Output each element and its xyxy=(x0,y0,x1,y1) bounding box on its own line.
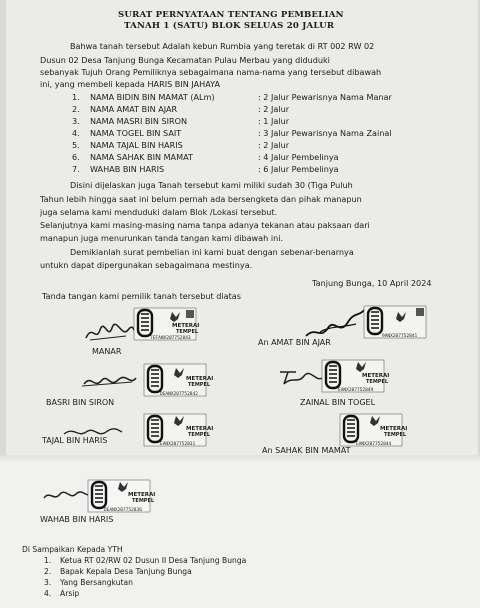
intro-line-2: Dusun 02 Desa Tanjung Bunga Kecamatan Pulau Merbau yang diduduki xyxy=(40,55,330,65)
owner-share: : 4 Jalur Pembelinya xyxy=(258,152,339,162)
cc-item: Arsip xyxy=(60,589,80,598)
cc-item-number: 2. xyxy=(44,567,52,576)
meterai-stamp xyxy=(320,358,390,394)
meterai-label-2: TEMPEL xyxy=(366,379,389,385)
meterai-stamp xyxy=(142,362,214,398)
body-line-3: juga selama kami menduduki dalam Blok /Lokasi tersebut. xyxy=(40,207,278,217)
meterai-label: METERAI xyxy=(172,323,200,329)
intro-line-3: sebanyak Tujuh Orang Pemiliknya sebagaimana nama-nama yang tersebut dibawah xyxy=(40,67,382,77)
owner-name: WAHAB BIN HARIS xyxy=(90,164,165,174)
signature-basri xyxy=(80,372,140,392)
meterai-serial: DEANX207752842 xyxy=(160,392,198,397)
document-title-line1: SURAT PERNYATAAN TENTANG PEMBELIAN xyxy=(118,10,344,20)
meterai-label-2: TEMPEL xyxy=(384,432,407,438)
owner-number: 3. xyxy=(72,116,80,126)
body-line-6: Demikianlah surat pembelian ini kami buat dengan sebenar-benarnya xyxy=(70,247,354,257)
cc-item: Bapak Kepala Desa Tanjung Bunga xyxy=(60,567,192,576)
signatory-amat: An AMAT BIN AJAR xyxy=(258,338,331,347)
owner-number: 1. xyxy=(72,92,80,102)
meterai-stamp xyxy=(86,478,156,514)
meterai-label-2: TEMPEL xyxy=(176,329,199,335)
signatory-manar: MANAR xyxy=(92,347,122,356)
owner-share: : 3 Jalur Pewarisnya Nama Zainal xyxy=(258,128,392,138)
owner-share: : 2 Jalur xyxy=(258,104,290,114)
owner-name: NAMA MASRI BIN SIRON xyxy=(90,116,188,126)
meterai-label-2: TEMPEL xyxy=(132,498,155,504)
document-title-line2: TANAH 1 (SATU) BLOK SELUAS 20 JALUR xyxy=(124,21,335,31)
cc-item: Ketua RT 02/RW 02 Dusun II Desa Tanjung Bunga xyxy=(60,556,247,565)
meterai-serial: 9ANX207752841 xyxy=(382,334,418,339)
place-and-date: Tanjung Bunga, 10 April 2024 xyxy=(312,278,432,288)
owner-name: NAMA AMAT BIN AJAR xyxy=(90,104,178,114)
meterai-stamp xyxy=(132,306,198,342)
intro-line-1: Bahwa tanah tersebut Adalah kebun Rumbia yang teretak di RT 002 RW 02 xyxy=(70,41,375,51)
meterai-label: METERAI xyxy=(186,376,214,382)
intro-line-4: ini, yang membeli kepada HARIS BIN JAHAYA xyxy=(40,79,220,89)
meterai-label-2: TEMPEL xyxy=(188,382,211,388)
body-line-2: Tahun lebih hingga saat ini belum pernah ada bersengketa dan pihak manapun xyxy=(40,194,362,204)
body-line-5: manapun juga menurunkan tanda tangan kami dibawah ini. xyxy=(40,233,284,243)
meterai-stamp xyxy=(338,412,408,448)
body-line-7: untukn dapat dipergunakan sebagaimana mestinya. xyxy=(40,260,253,270)
owner-number: 5. xyxy=(72,140,80,150)
meterai-label: METERAI xyxy=(186,426,214,432)
signature-zainal xyxy=(276,366,326,388)
signatory-tajal: TAJAL BIN HARIS xyxy=(42,436,108,445)
owner-name: NAMA TOGEL BIN SAIT xyxy=(90,128,182,138)
signature-manar xyxy=(82,320,138,346)
meterai-stamp xyxy=(362,304,428,340)
body-line-1: Disini dijelaskan juga Tanah tersebut kami miliki sudah 30 (Tiga Puluh xyxy=(70,180,353,190)
owner-number: 6. xyxy=(72,152,80,162)
meterai-label: METERAI xyxy=(362,373,390,379)
cc-heading: Di Sampaikan Kepada YTH xyxy=(22,545,123,554)
cc-item-number: 4. xyxy=(44,589,52,598)
meterai-serial: EANX207752831 xyxy=(160,442,196,447)
cc-item: Yang Bersangkutan xyxy=(60,578,133,587)
owner-number: 7. xyxy=(72,164,80,174)
meterai-serial: EANX207752844 xyxy=(356,442,392,447)
body-line-4: Selanjutnya kami masing-masing nama tanpa adanya tekanan atau paksaan dari xyxy=(40,220,370,230)
meterai-serial: EANX207752849 xyxy=(338,388,374,393)
meterai-serial: 7EFANX207752843 xyxy=(150,336,191,341)
owner-name: NAMA TAJAL BIN HARIS xyxy=(90,140,183,150)
signatory-sahak: An SAHAK BIN MAMAT xyxy=(262,446,351,455)
meterai-label: METERAI xyxy=(380,426,408,432)
owner-share: : 2 Jalur xyxy=(258,140,290,150)
cc-item-number: 1. xyxy=(44,556,52,565)
owner-name: NAMA SAHAK BIN MAMAT xyxy=(90,152,193,162)
meterai-label: METERAI xyxy=(128,492,156,498)
signatory-zainal: ZAINAL BIN TOGEL xyxy=(300,398,376,407)
meterai-label-2: TEMPEL xyxy=(188,432,211,438)
signatory-wahab: WAHAB BIN HARIS xyxy=(40,515,114,524)
meterai-stamp xyxy=(142,412,214,448)
owner-number: 2. xyxy=(72,104,80,114)
cc-item-number: 3. xyxy=(44,578,52,587)
owner-name: NAMA BIDIN BIN MAMAT (ALm) xyxy=(90,92,215,102)
meterai-serial: DEANX207752836 xyxy=(104,508,142,513)
owner-number: 4. xyxy=(72,128,80,138)
signature-amat xyxy=(300,306,370,342)
owner-share: : 2 Jalur Pewarisnya Nama Manar xyxy=(258,92,392,102)
signatory-basri: BASRI BIN SIRON xyxy=(46,398,115,407)
owner-share: : 1 Jalur xyxy=(258,116,290,126)
signature-intro: Tanda tangan kami pemilik tanah tersebut diatas xyxy=(42,291,241,301)
owner-share: : 6 Jalur Pembelinya xyxy=(258,164,339,174)
